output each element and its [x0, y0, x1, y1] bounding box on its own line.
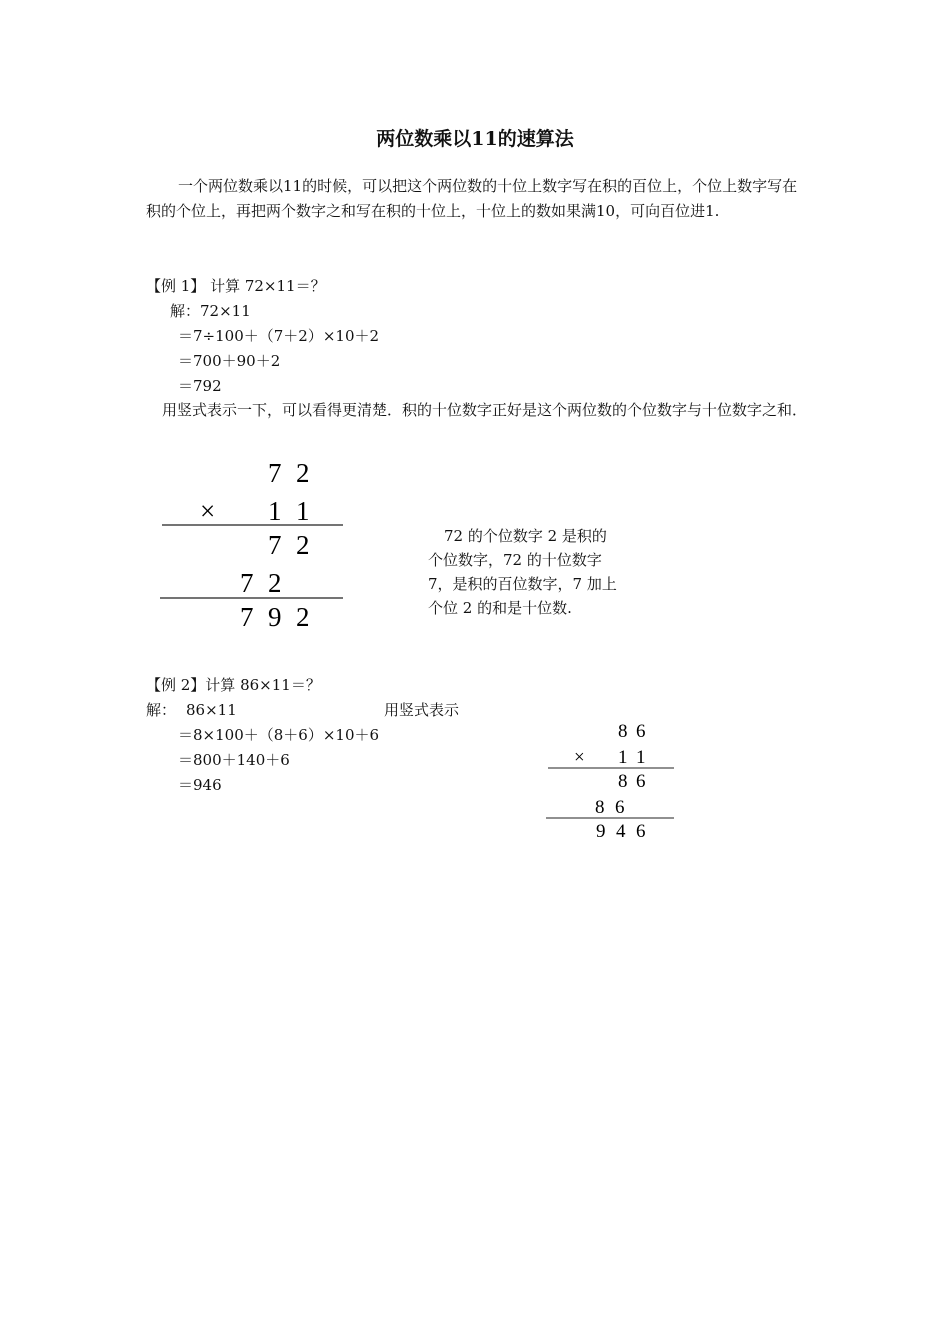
digit: 9 — [596, 821, 606, 842]
digit: 6 — [636, 721, 646, 742]
example1-heading: 【例 1】 计算 72×11＝？ — [146, 277, 326, 295]
example2-step-3: ＝800＋140＋6 — [178, 751, 290, 769]
example2-step-4: ＝946 — [178, 776, 222, 794]
digit: 6 — [636, 771, 646, 792]
digit: 2 — [296, 602, 310, 632]
example1-step-1: 解：72×11 — [170, 302, 251, 320]
example2-step-1: 86×11 — [186, 701, 237, 719]
digit: 7 — [268, 530, 282, 560]
digit: 4 — [616, 821, 626, 842]
intro-paragraph: 一个两位数乘以11的时候，可以把这个两位数的十位上数字写在积的百位上，个位上数字写在积的个位上，再把两个数字之和写在积的十位上，十位上的数如果满10，可向百位进1. — [146, 177, 798, 220]
multiply-sign: × — [200, 496, 216, 526]
digit: 6 — [636, 821, 646, 842]
example2-step-2: ＝8×100＋（8＋6）×10＋6 — [178, 726, 380, 744]
digit: 7 — [268, 458, 282, 488]
example1-step-2: ＝7÷100＋（7＋2）×10＋2 — [178, 327, 380, 345]
example1-note: 72 的个位数字 2 是积的个位数字，72 的十位数字 7，是积的百位数字，7 加上个位 2 的和是十位数. — [428, 527, 617, 617]
digit: 6 — [615, 797, 625, 818]
example2-vertical-calculation — [540, 716, 680, 846]
digit: 8 — [618, 721, 628, 742]
digit: 1 — [296, 496, 310, 526]
digit: 7 — [240, 568, 254, 598]
multiply-sign: × — [574, 747, 585, 768]
example1-explanation: 用竖式表示一下，可以看得更清楚．积的十位数字正好是这个两位数的个位数字与十位数字之和． — [162, 401, 808, 419]
example2-heading: 【例 2】计算 86×11＝？ — [146, 676, 321, 694]
digit: 2 — [268, 568, 282, 598]
digit: 1 — [268, 496, 282, 526]
digit: 7 — [240, 602, 254, 632]
example2-vertical-label: 用竖式表示 — [384, 701, 460, 719]
digit: 8 — [618, 771, 628, 792]
digit: 2 — [296, 530, 310, 560]
example2-solve-label: 解： — [146, 701, 177, 719]
digit: 1 — [636, 747, 646, 768]
digit: 1 — [618, 747, 628, 768]
digit: 9 — [268, 602, 282, 632]
example1-step-3: ＝700＋90＋2 — [178, 352, 281, 370]
digit: 8 — [595, 797, 605, 818]
example1-step-4: ＝792 — [178, 377, 222, 395]
digit: 2 — [296, 458, 310, 488]
page-title: 两位数乘以11的速算法 — [376, 128, 574, 150]
example1-vertical-calculation — [150, 450, 360, 640]
